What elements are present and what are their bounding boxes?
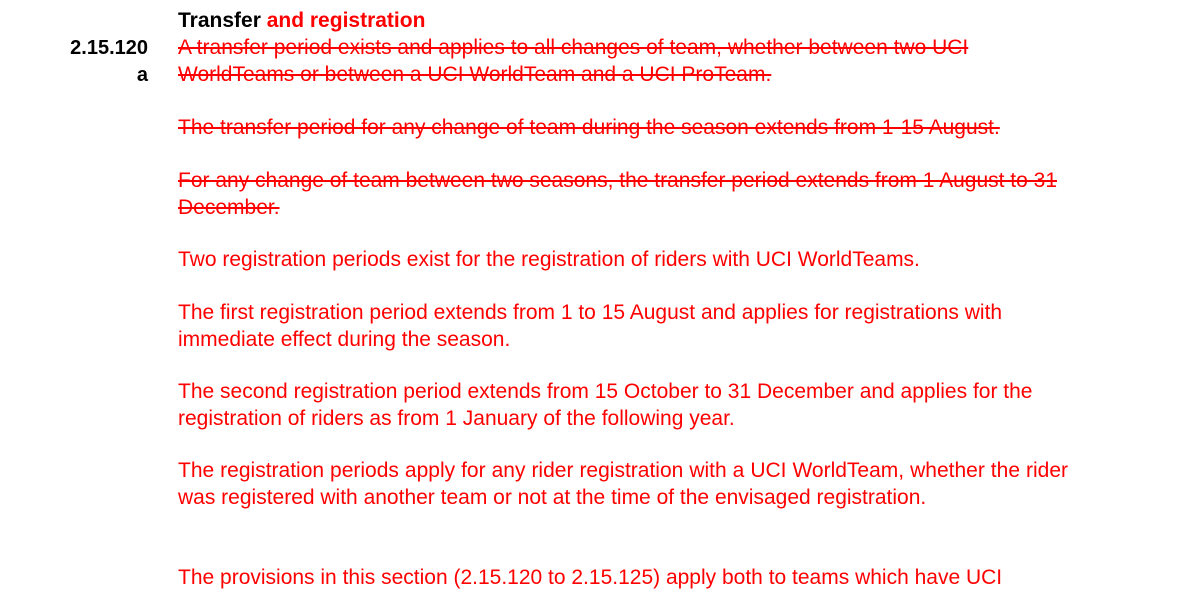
- paragraph-second-registration-period: The second registration period extends from 15 October to 31 December and applies for the registration of riders as from 1 January of the following year.: [178, 380, 1033, 430]
- heading-inserted-text: and registration: [266, 9, 426, 32]
- paragraph-registration-scope: The registration periods apply for any rider registration with a UCI WorldTeam, whether the rider was registered with another team or not at the time of the envisaged registration.: [178, 459, 1068, 509]
- paragraph-struck-transfer-period: A transfer period exists and applies to all changes of team, whether between two UCI WorldTeams or between a UCI WorldTeam and a UCI ProTeam.: [178, 36, 969, 86]
- paragraph-first-registration-period: The first registration period extends from 1 to 15 August and applies for registrations with immediate effect during the season.: [178, 301, 1003, 351]
- paragraph-provisions: The provisions in this section (2.15.120 to 2.15.125) apply both to teams which have UCI: [178, 566, 1003, 589]
- article-number: [56, 35, 148, 89]
- article-number-main: 2.15.120: [70, 37, 148, 59]
- heading-plain-text: Transfer: [178, 9, 261, 32]
- article-number-suffix: a: [136, 64, 148, 86]
- paragraph-struck-between-seasons: For any change of team between two seasons, the transfer period extends from 1 August to 31 December.: [178, 169, 1058, 219]
- paragraph-struck-season-transfer: The transfer period for any change of team during the season extends from 1-15 August.: [178, 116, 1000, 139]
- paragraph-registration-periods: Two registration periods exist for the registration of riders with UCI WorldTeams.: [178, 248, 920, 271]
- section-heading: [178, 8, 425, 34]
